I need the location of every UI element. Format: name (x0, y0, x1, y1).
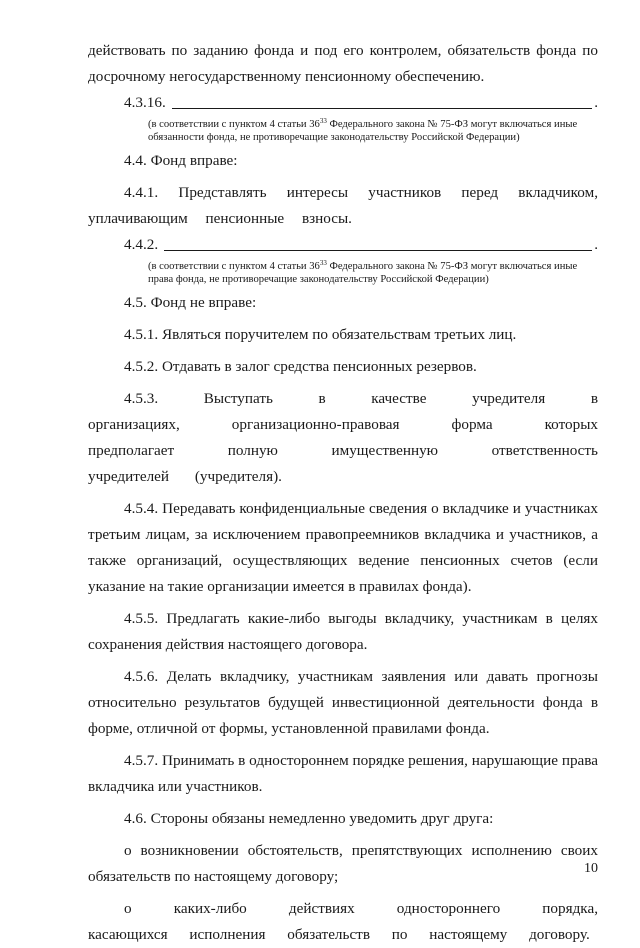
item-end-period: . (594, 236, 598, 253)
item-number: 4.3.16. (124, 94, 166, 111)
heading-4-4: 4.4. Фонд вправе: (124, 152, 238, 169)
item-4-4-2 (88, 232, 598, 258)
item-4-5-5: 4.5.5. Предлагать какие-либо выгоды вкладчику, участникам в целях сохранения действия настоящего договора. (88, 610, 598, 653)
item-4-3-16 (88, 90, 598, 116)
note-text: Федерального закона № 75-ФЗ могут включаться иные обязанности фонда, не противоречащие законодательству Российской Федерации) (148, 119, 578, 143)
note-text: Федерального закона № 75-ФЗ могут включаться иные права фонда, не противоречащие законодательству Российской Федерации) (148, 261, 578, 285)
item-4-5-6: 4.5.6. Делать вкладчику, участникам заявления или давать прогнозы относительно результатов будущей инвестиционной деятельности фонда в форме, отличной от формы, установленной правилами фонда. (88, 668, 598, 737)
item-4-5-3: 4.5.3. Выступать в качестве учредителя в организациях, организационно-правовая форма которых предполагает полную имущественную ответственность учредителей (учредителя). (88, 390, 598, 485)
list-item-actions: о каких-либо действиях одностороннего порядка, касающихся исполнения обязательств по настоящему договору. (88, 900, 598, 943)
item-4-4-1: 4.4.1. Представлять интересы участников перед вкладчиком, уплачивающим пенсионные взносы. (88, 184, 598, 227)
page-number: 10 (584, 861, 598, 876)
item-4-5-7: 4.5.7. Принимать в одностороннем порядке решения, нарушающие права вкладчика или участников. (88, 752, 598, 795)
list-item-circumstances: о возникновении обстоятельств, препятствующих исполнению своих обязательств по настоящему договору; (88, 842, 598, 885)
footnote-obligations (148, 118, 598, 144)
blank-fill-line (172, 107, 592, 109)
note-superscript: 33 (319, 259, 327, 267)
item-number: 4.4.2. (124, 236, 159, 253)
note-text: (в соответствии с пунктом 4 статьи 36 (148, 119, 320, 130)
footnote-rights (148, 260, 598, 286)
item-4-5-1: 4.5.1. Являться поручителем по обязательствам третьих лиц. (124, 326, 517, 343)
heading-4-6: 4.6. Стороны обязаны немедленно уведомить друг друга: (124, 810, 494, 827)
note-superscript: 33 (319, 117, 327, 125)
blank-fill-line (164, 249, 592, 251)
paragraph-continuation: действовать по заданию фонда и под его контролем, обязательств фонда по досрочному негосударственному пенсионному обеспечению. (88, 42, 598, 85)
item-end-period: . (594, 94, 598, 111)
item-4-5-4: 4.5.4. Передавать конфиденциальные сведения о вкладчике и участниках третьим лицам, за исключением правопреемников вкладчика и участников, а также организаций, осуществляющих ведение пенсионных счетов (если указание на такие организации имеется в правилах фонда). (88, 500, 598, 595)
heading-4-5: 4.5. Фонд не вправе: (124, 294, 257, 311)
note-text: (в соответствии с пунктом 4 статьи 36 (148, 261, 320, 272)
item-4-5-2: 4.5.2. Отдавать в залог средства пенсионных резервов. (124, 358, 477, 375)
